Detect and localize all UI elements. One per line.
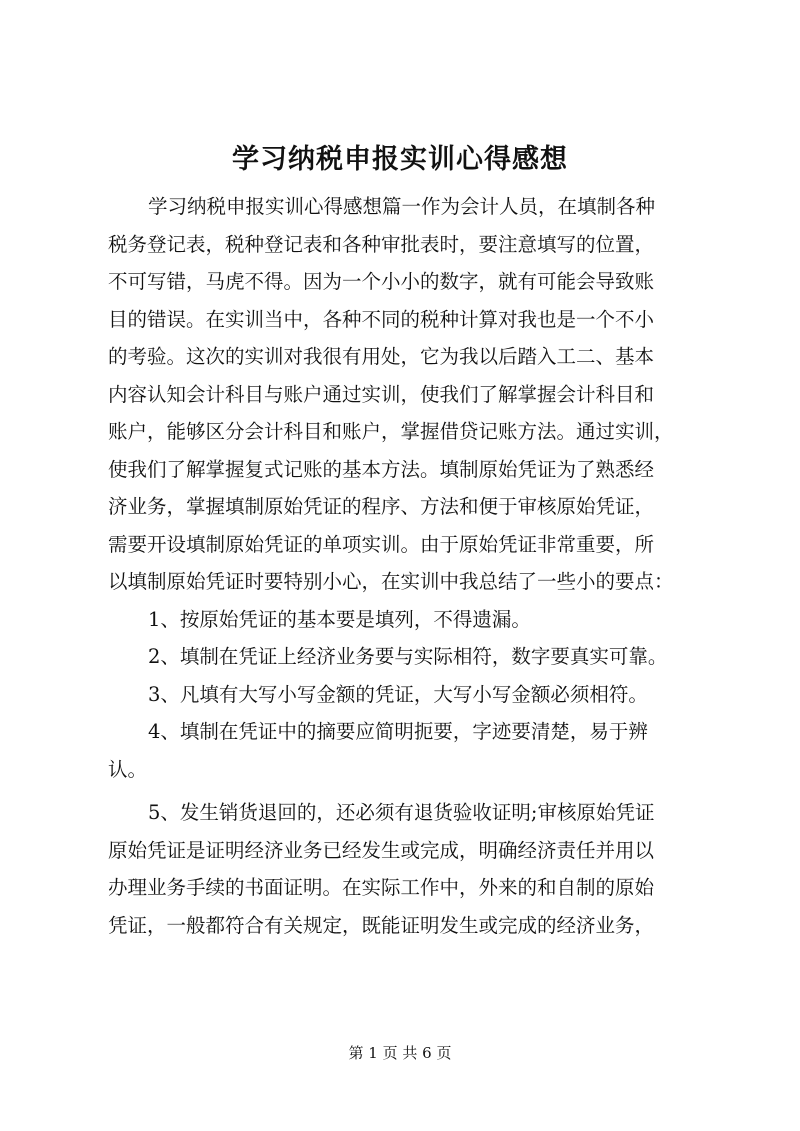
document-body: [108, 188, 708, 944]
paragraph-line: 原始凭证是证明经济业务已经发生或完成，明确经济责任并用以: [108, 838, 655, 862]
paragraph-line: 内容认知会计科目与账户通过实训，使我们了解掌握会计科目和: [108, 382, 655, 406]
list-item-3: 3、凡填有大写小写金额的凭证，大写小写金额必须相符。: [148, 682, 648, 706]
list-item-4-continued: 认。: [108, 757, 148, 781]
paragraph-line: 办理业务手续的书面证明。在实际工作中，外来的和自制的原始: [108, 876, 655, 899]
paragraph-line: 目的错误。在实训当中，各种不同的税种计算对我也是一个不小: [108, 307, 655, 331]
paragraph-line: 使我们了解掌握复式记账的基本方法。填制原始凭证为了熟悉经: [108, 457, 655, 481]
paragraph-line: 济业务，掌握填制原始凭证的程序、方法和便于审核原始凭证，: [108, 495, 655, 518]
paragraph-line: 以填制原始凭证时要特别小心，在实训中我总结了一些小的要点：: [108, 570, 674, 593]
paragraph-line: 凭证，一般都符合有关规定，既能证明发生或完成的经济业务，: [108, 913, 655, 937]
list-item-2: 2、填制在凭证上经济业务要与实际相符，数字要真实可靠。: [148, 645, 668, 668]
list-item-4: 4、填制在凭证中的摘要应简明扼要，字迹要清楚，易于辨: [148, 720, 648, 743]
paragraph-line: 学习纳税申报实训心得感想篇一作为会计人员，在填制各种: [148, 195, 656, 218]
list-item-1: 1、按原始凭证的基本要是填列，不得遗漏。: [148, 607, 531, 631]
list-item-5: 5、发生销货退回的，还必须有退货验收证明;审核原始凭证: [148, 801, 655, 824]
paragraph-line: 账户，能够区分会计科目和账户，掌握借贷记账方法。通过实训，: [108, 420, 674, 443]
paragraph-line: 的考验。这次的实训对我很有用处，它为我以后踏入工二、基本: [108, 345, 655, 368]
document-title: 学习纳税申报实训心得感想: [232, 144, 568, 175]
paragraph-line: 税务登记表，税种登记表和各种审批表时，要注意填写的位置，: [108, 232, 655, 256]
paragraph-line: 需要开设填制原始凭证的单项实训。由于原始凭证非常重要，所: [108, 532, 655, 556]
paragraph-line: 不可写错，马虎不得。因为一个小小的数字，就有可能会导致账: [108, 270, 655, 293]
page-number: 第 1 页 共 6 页: [348, 1044, 452, 1062]
